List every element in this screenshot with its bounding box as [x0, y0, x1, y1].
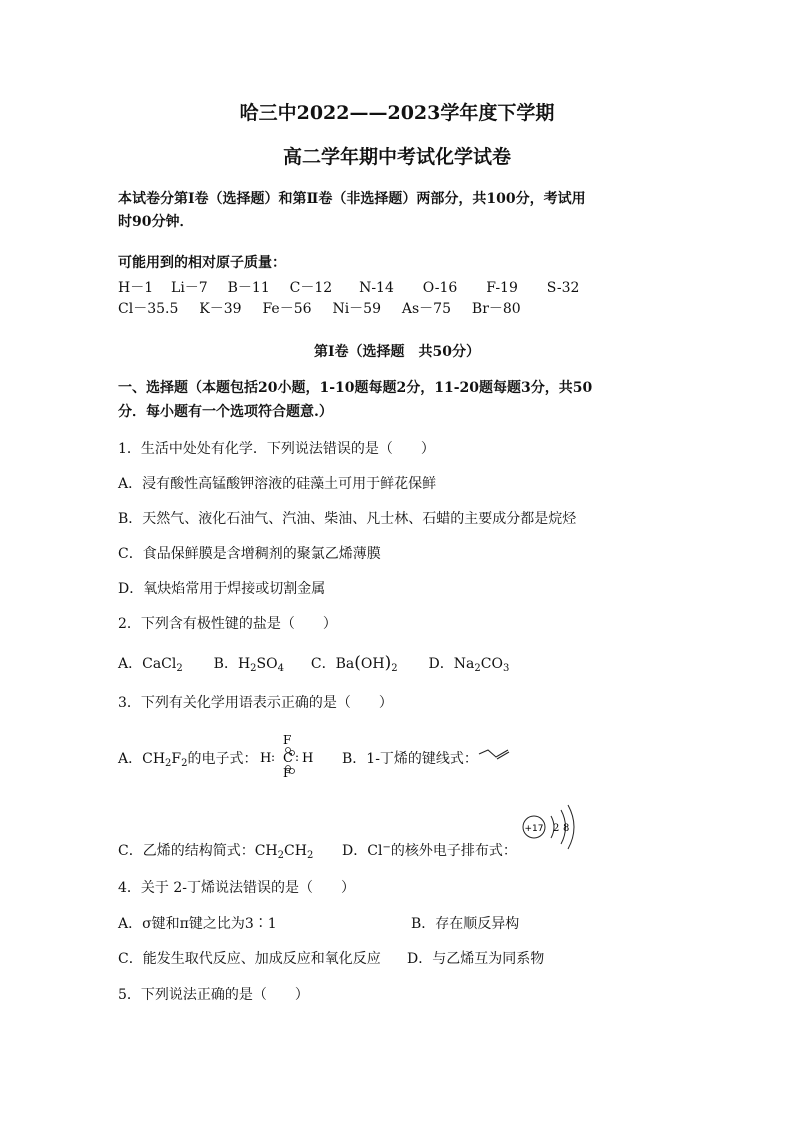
mass-h: H－1 [118, 280, 154, 296]
shell-2-electrons: 8 [563, 823, 570, 834]
q1-option-c: C．食品保鲜膜是含增稠剂的聚氯乙烯薄膜 [118, 546, 381, 562]
q4-option-a: A．σ键和π键之比为3∶1 [118, 916, 277, 932]
q2-options [118, 654, 509, 673]
svg-text:H: H [260, 751, 272, 766]
mass-o: O-16 [422, 280, 458, 296]
q2-option-d: D．$Na_2CO_3$ [428, 656, 510, 674]
mass-li: Li－7 [171, 280, 208, 296]
section-1-instruction-1: 一、选择题（本题包括20小题，1-10题每题2分，11-20题每题3分，共50 [118, 380, 593, 396]
mass-k: K－39 [199, 301, 242, 317]
mass-f: F-19 [486, 280, 518, 296]
chloride-ion-electron-shell-diagram [520, 802, 582, 852]
ch2f2-electron-dot-diagram [258, 730, 318, 778]
mass-b: B－11 [227, 280, 270, 296]
shell-1-electrons: 2 [553, 823, 560, 834]
mass-n: N-14 [359, 280, 394, 296]
q2-option-c: C．$Ba(OH)_2$ [310, 653, 398, 674]
svg-text::: : [295, 750, 300, 764]
q1-option-d: D．氧炔焰常用于焊接或切割金属 [118, 581, 326, 597]
q1-stem: 1．生活中处处有化学．下列说法错误的是（ ） [118, 441, 435, 457]
svg-text::: : [271, 750, 276, 764]
svg-text:F: F [283, 766, 292, 780]
q2-stem: 2．下列含有极性键的盐是（ ） [118, 616, 337, 632]
exam-title: 哈三中2022——2023学年度下学期 [239, 102, 555, 124]
atomic-mass-heading: 可能用到的相对原子质量： [118, 255, 286, 271]
butene-skeletal-formula [478, 748, 514, 762]
q4-option-c: C．能发生取代反应、加成反应和氧化反应 [118, 951, 381, 967]
atomic-mass-row-2 [118, 300, 521, 318]
q2-option-b: B．$H_2SO_4$ [213, 656, 284, 674]
section-1-instruction-2: 分．每小题有一个选项符合题意.） [118, 404, 333, 420]
mass-fe: Fe－56 [262, 301, 312, 317]
mass-ni: Ni－59 [332, 301, 381, 317]
intro-line-1: 本试卷分第Ⅰ卷（选择题）和第Ⅱ卷（非选择题）两部分，共100分，考试用 [118, 191, 586, 207]
mass-as: As－75 [401, 301, 451, 317]
q2-option-a: A．CaCl$_2$ [118, 656, 183, 674]
mass-br: Br－80 [471, 301, 521, 317]
q3-option-a: A．$CH_2F_2$的电子式： [118, 751, 258, 769]
q3-stem: 3．下列有关化学用语表示正确的是（ ） [118, 695, 393, 711]
svg-text:H: H [302, 751, 314, 766]
q3-option-b: B．1-丁烯的键线式： [342, 751, 478, 767]
q3-option-d: D．Cl−的核外电子排布式： [342, 842, 517, 859]
intro-line-2: 时90分钟． [118, 214, 194, 230]
section-1-heading: 第Ⅰ卷（选择题 共50分） [313, 344, 481, 360]
atomic-mass-row-1 [118, 279, 579, 297]
q1-option-b: B．天然气、液化石油气、汽油、柴油、凡士林、石蜡的主要成分都是烷烃 [118, 511, 577, 527]
q1-option-a: A．浸有酸性高锰酸钾溶液的硅藻土可用于鲜花保鲜 [118, 476, 437, 492]
q5-stem: 5．下列说法正确的是（ ） [118, 987, 309, 1003]
q4-stem: 4．关于 2-丁烯说法错误的是（ ） [118, 880, 355, 896]
svg-text:F: F [283, 733, 292, 747]
svg-text:C: C [283, 751, 293, 766]
q4-option-d: D．与乙烯互为同系物 [407, 951, 545, 967]
nucleus-charge-label: +17 [524, 824, 544, 834]
mass-s: S-32 [546, 280, 580, 296]
mass-cl: Cl－35.5 [118, 301, 179, 317]
q4-option-b: B．存在顺反异构 [411, 916, 520, 932]
q3-option-c: C．乙烯的结构简式：$CH_2CH_2$ [118, 843, 314, 861]
exam-subtitle: 高二学年期中考试化学试卷 [282, 146, 511, 168]
mass-c: C－12 [289, 280, 333, 296]
